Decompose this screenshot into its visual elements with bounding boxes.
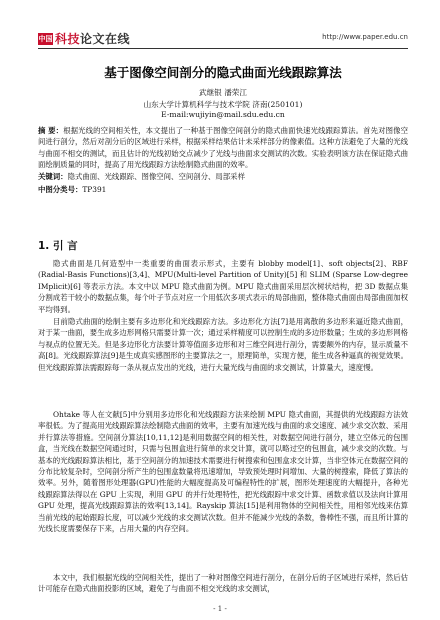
body-paragraph-3: Ohtake 等人在文献[5]中分别用多边形化和光线跟踪方法来绘制 MPU 隐式曲面，其提供的光线跟踪方法效率很低。为了提高用光线跟踪算法绘制隐式曲面的效率，主要有加速光线与曲面的求交速度、减少求交次数、采用并行算法等措施。空间剖分算法[10,11,12]是利用数据空间的相关性，对数据空间进行剖分，建立空体元的包围盒，当光线在数据空间通过时，只需与包围盒进行简单的求交计算，就可以略过空的包围盒，减少求交的次数。与基本的光线跟踪算法相比，基于空间剖分的加速技术需要进行树搜索和包围盒求交计算，当非空体元在数据空间的分布比较复杂时，空间剖分所产生的包围盒数量将迅速增加，导致预处理时间增加、大量的树搜索，降低了算法的效率。另外，随着图形处理器(GPU)性能的大幅度提高及可编程特性的扩展，图形处理速度的大幅提升，各种光线跟踪算法得以在 GPU 上实现，利用 GPU 的并行处理特性，把光线跟踪中求交计算、函数求值以及法向计算用 GPU 处理，提高光线跟踪算法的效率[13,14]。Rayskip 算法[15]是利用物体的空间相关性，用相邻光线来估算当前光线的起始跟踪长度，可以减少光线的求交测试次数。但并不能减少光线的条数，鲁棒性不强，而且所计算的光线长度需要保存下来，占用大量的内存空间。: [38, 410, 408, 534]
body-paragraph-1: 隐式曲面是几何造型中一类重要的曲面表示形式，主要有 blobby model[1]、soft objects[2]、RBF (Radial-Basis Functions)[3,4]、MPU(Multi-level Partition of Unity)[5] 和 SLIM (Sparse Low-degree IMplicit)[6] 等表示方法。本文中以 MPU 隐式曲面为例。MPU 隐式曲面采用层次树状结构，把 3D 数据点集分割成若干较小的数据点集，每个叶子节点对应一个用低次多项式表示的局部曲面，整体隐式曲面由局部曲面加权平均得到。: [38, 259, 408, 314]
body-paragraph-4: 本文中，我们根据光线的空间相关性，提出了一种对图像空间进行剖分，在剖分后的子区域进行采样，然后估计可能存在隐式曲面投影的区域，避免了与曲面不相交光线的求交测试，: [38, 573, 408, 594]
section-title: 引 言: [52, 240, 78, 252]
page-number: - 1 -: [213, 605, 227, 613]
clc-label: 中图分类号：: [38, 185, 83, 194]
keywords: [38, 171, 408, 182]
paper-affiliation: 山东大学计算机科学与技术学院 济南(250101): [143, 100, 303, 109]
keywords-text: 隐式曲面、光线跟踪、图像空间、空间剖分、局部采样: [67, 172, 245, 181]
section-number: 1.: [38, 240, 50, 252]
section-heading: [38, 238, 78, 253]
abstract: [38, 125, 408, 171]
clc-number: [38, 184, 408, 195]
site-logo[interactable]: [38, 30, 130, 47]
paper-title: 基于图像空间剖分的隐式曲面光线跟踪算法: [104, 65, 342, 80]
logo-text: [55, 30, 130, 47]
abstract-text: 根据光线的空间相关性，本文提出了一种基于图像空间剖分的隐式曲面快速光线跟踪算法。首先对图像空间进行剖分，然后对剖分后的区域进行采样，根据采样结果估计未采样部分的像素值。这种方法避免了大量的光线与曲面不相交的测试，而且估计的光线初始交点减少了光线与曲面求交测试的次数。实验表明该方法在保证隐式曲面绘制质量的同时，提高了用光线跟踪方法绘制隐式曲面的效率。: [38, 126, 408, 170]
logo-main: 论文在线: [80, 32, 131, 46]
logo-sub: 科技: [55, 32, 81, 46]
logo-mark: 中国: [38, 34, 53, 43]
site-header: [38, 30, 408, 46]
paper-email[interactable]: E-mail:wujiyin@mail.sdu.edu.cn: [161, 110, 285, 119]
keywords-label: 关键词：: [38, 172, 68, 181]
clc-value: TP391: [82, 185, 107, 194]
abstract-label: 摘 要：: [38, 126, 64, 135]
paper-authors: 武继银 潘荣江: [199, 88, 247, 97]
site-url[interactable]: http://www.paper.edu.cn: [322, 33, 408, 41]
header-divider: [38, 48, 408, 49]
body-paragraph-2: 目前隐式曲面的绘制主要有多边形化和光线跟踪方法。多边形化方法[7]是用离散的多边形来逼近隐式曲面，对于某一曲面，要生成多边形网格只需要计算一次；通过采样精度可以控制生成的多边形数量；生成的多边形网格与视点的位置无关。但是多边形化方法要计算等值面多边形和对三维空间进行剖分，需要额外的内存，显示质量不高[8]。光线跟踪算法[9]是生成真实感图形的主要算法之一，原理简单，实现方便，能生成各种逼真的视觉效果。但光线跟踪算法需跟踪每一条从视点发出的光线，进行大量光线与曲面的求交测试，计算量大，速度慢。: [38, 317, 408, 372]
